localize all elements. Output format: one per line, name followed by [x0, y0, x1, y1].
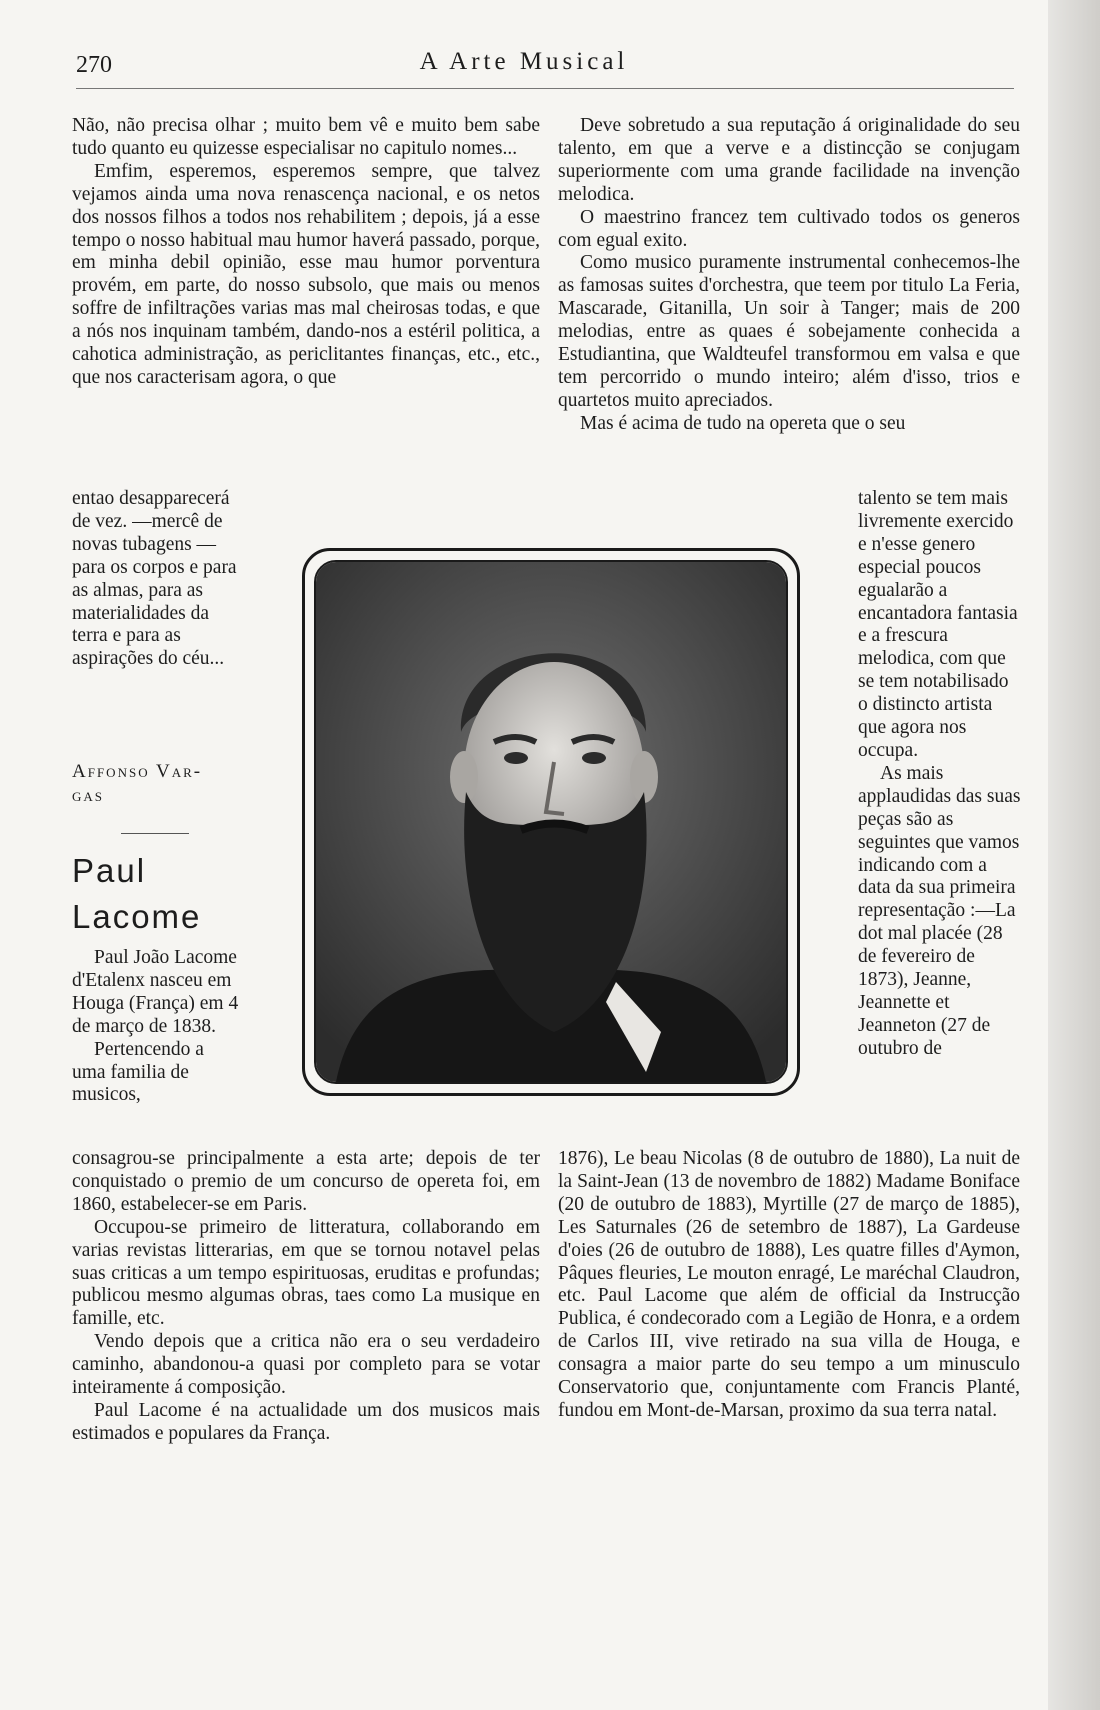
paragraph: talento se tem mais livremente exercido e n'esse genero especial poucos egualarão a encantadora fantasia e a frescura melodica, com que se tem notabilisado o distincto artista que agora nos occupa.: [858, 488, 1018, 761]
paragraph: Como musico puramente instrumental conhecemos-lhe as famosas suites d'orchestra, que teem por titulo La Feria, Mascarade, Gitanilla, Un soir à Tanger; mais de 200 melodias, entre as quaes é sobejamente conhecida a Estudiantina, que Waldteufel transformou em valsa e que tem percorrido o mundo inteiro; além d'isso, trios e quartetos muito apreciados.: [558, 252, 1020, 411]
column-2-narrow-text: [858, 488, 1022, 1061]
paragraph: Vendo depois que a critica não era o seu verdadeiro caminho, abandonou-a quasi por completo para se votar inteiramente á composição.: [72, 1331, 540, 1399]
title-line: Paul: [72, 852, 147, 889]
column-1-bottom: [72, 1148, 540, 1446]
paragraph: Não, não precisa olhar ; muito bem vê e muito bem sabe tudo quanto eu quizesse especialisar no capitulo nomes...: [72, 115, 540, 159]
portrait-frame: [302, 548, 800, 1096]
page-number: 270: [76, 52, 112, 78]
paragraph: Emfim, esperemos, esperemos sempre, que talvez vejamos ainda uma nova renascença nacional, e os netos dos nossos filhos a todos nos rehabilitem ; depois, já a esse tempo o nosso habitual mau humor haverá passado, porque, em minha debil opinião, esse mau humor porventura provém, em parte, do nosso subsolo, que mais ou menos soffre de infiltrações varias mas mal cheirosas todas, e que a nós nos inquinam também, dando-nos a estéril politica, a cahotica administração, as periclitantes finanças, etc., etc., que nos caracterisam agora, o que: [72, 160, 540, 388]
paragraph: Pertencendo a uma familia de musicos,: [72, 1038, 204, 1106]
title-line: Lacome: [72, 898, 202, 935]
signature: [72, 760, 202, 808]
page-edge: [1048, 0, 1100, 1710]
paragraph: Paul Lacome é na actualidade um dos musicos mais estimados e populares da França.: [72, 1399, 540, 1444]
paragraph: As mais applaudidas das suas peças são as seguintes que vamos indicando com a data da sua primeira representação :—La dot mal placée (28 de fevereiro de 1873), Jeanne, Jeannette et Jeanneton (27 de outubro de: [858, 762, 1021, 1059]
column-1-narrow-text: entao desapparecerá de vez. —mercê de novas tubagens — para os corpos e para as almas, para as materialidades da terra e para as aspirações do céu...: [72, 488, 237, 670]
paragraph: O maestrino francez tem cultivado todos os generos com egual exito.: [558, 206, 1020, 251]
paragraph: Mas é acima de tudo na opereta que o seu: [580, 412, 906, 434]
header-rule: [76, 88, 1014, 89]
paragraph: Paul João Lacome d'Etalenx nasceu em Houga (França) em 4 de março de 1838.: [72, 947, 239, 1037]
column-2-top: [558, 115, 1020, 436]
portrait-illustration: [316, 562, 786, 1082]
paragraph: 1876), Le beau Nicolas (8 de outubro de 1880), La nuit de la Saint-Jean (13 de novembro de 1882) Madame Boniface (20 de outubro de 1883), Myrtille (27 de março de 1885), Les Saturnales (26 de setembro de 1887), La Gardeuse d'oies (26 de outubro de 1888), Les quatre filles d'Aymon, Pâques fleuries, Le mouton enragé, Le maréchal Claudron, etc. Paul Lacome que além de official da Instrucção Publica, é condecorado com a Legião de Honra, e a ordem de Carlos III, vive retirado na sua villa de Houga, e consagra a maior parte do seu tempo a um minusculo Conservatorio que, conjuntamente com Francis Planté, fundou em Mont-de-Marsan, proximo da sua terra natal.: [558, 1148, 1020, 1421]
paragraph: consagrou-se principalmente a esta arte; depois de ter conquistado o premio de um concurso de opereta foi, em 1860, estabelecer-se em Paris.: [72, 1148, 540, 1215]
paragraph: Occupou-se primeiro de litteratura, collaborando em varias revistas litterarias, em que se tornou notavel pelas suas criticas a um tempo espirituosas, eruditas e profundas; publicou mesmo algumas obras, taes como La musique en famille, etc.: [72, 1216, 540, 1330]
portrait-photo: [314, 560, 788, 1084]
bio-narrow: [72, 947, 240, 1107]
article-title: [72, 848, 201, 940]
running-title: A Arte Musical: [419, 48, 629, 75]
paragraph: Deve sobretudo a sua reputação á originalidade do seu talento, em que a verve e a distincção se conjugam superiormente com uma grande facilidade na invenção melodica.: [558, 115, 1020, 205]
signature-line: gas: [72, 785, 105, 806]
column-2-bottom: [558, 1148, 1020, 1423]
column-1-top: [72, 115, 540, 390]
section-divider: [121, 833, 189, 834]
signature-line: Affonso Var-: [72, 761, 203, 782]
